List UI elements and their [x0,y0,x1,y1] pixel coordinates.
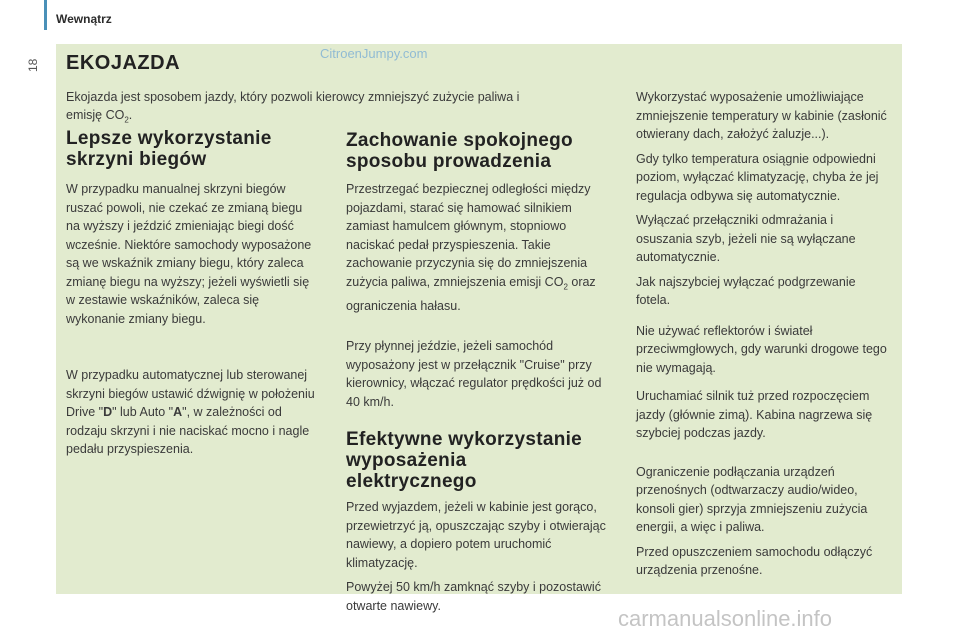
paragraph-defrost: Wyłączać przełączniki odmrażania i osuszania szyb, jeżeli nie są wyłączane automatycznie. [636,213,856,264]
paragraph-cruise: Przy płynnej jeździe, jeżeli samochód wyposażony jest w przełącznik "Cruise" przy kierownicy, włączać regulator prędkości już od 40 km/h. [346,339,602,409]
heading-electrical-equipment [346,429,618,492]
intro-line1: Ekojazda jest sposobem jazdy, który pozwoli kierowcy zmniejszyć zużycie paliwa i [66,90,520,104]
page-title: EKOJAZDA [66,52,181,74]
intro-text [66,88,626,130]
paragraph-disconnect-devices: Przed opuszczeniem samochodu odłączyć urządzenia przenośne. [636,544,873,577]
intro-line2: emisję CO [66,108,125,122]
paragraph-lights: Nie używać reflektorów i świateł przeciwmgłowych, gdy warunki drogowe tego nie wymagają. [636,323,887,375]
drive-letter: D [103,405,113,419]
paragraph-ventilate: Przed wyjazdem, jeżeli w kabinie jest gorąco, przewietrzyć ją, opuszczając szyby i otwierając nawiewy, a dopiero potem uruchomić klimatyzację. [346,500,606,570]
heading-electric-line3: elektrycznego [346,471,477,492]
paragraph-engine-start: Uruchamiać silnik tuż przed rozpoczęciem jazdy (głównie zimą). Kabina nagrzewa się szybciej podczas jazdy. [636,389,873,440]
section-marker-bar [44,0,47,30]
heading-electric-line1: Efektywne wykorzystanie [346,429,583,450]
paragraph-manual-gearbox: W przypadku manualnej skrzyni biegów ruszać powoli, nie czekać ze zmianą biegu na wyższy i jeździć zmieniając biegi dość wcześnie. Niektóre samochody wyposażone są we wskaźnik zmiany biegu, który zaleca zmianę biegu na wyższy; jeżeli wyświetli się w zestawie wskaźników, zaleca się wykonanie zmiany biegu. [66,182,312,326]
content-panel [56,44,902,613]
column-gearbox [66,128,318,465]
paragraph-seat-heating: Jak najszybciej wyłączać podgrzewanie fotela. [636,274,856,307]
heading-gearbox-line2: skrzyni biegów [66,149,207,170]
paragraph-safe-distance [346,180,618,315]
paragraph-portable-devices: Ograniczenie podłączania urządzeń przenośnych (odtwarzaczy audio/wideo, konsoli gier) sprzyja zmniejszeniu zużycia energii, a więc i paliwa. [636,464,868,534]
heading-gearbox-line1: Lepsze wykorzystanie [66,128,272,149]
auto-text-1: W przypadku automatycznej lub sterowanej skrzyni biegów ustawić dźwignię w położeniu Drive " [66,368,315,419]
auto-text-2: " lub Auto " [112,405,174,419]
heading-gearbox [66,128,318,170]
safe-distance-end: oraz ograniczenia hałasu. [346,274,596,313]
safe-distance-text: Przestrzegać bezpiecznej odległości między pojazdami, starać się hamować silnikiem zamiast hamulcem głównym, stopniowo naciskać pedał przyspieszenia. Takie zachowanie przyczynia się do zmniejszenia zużycia paliwa, zmniejszenia emisji CO [346,182,591,289]
co2-subscript: 2 [563,282,568,291]
watermark-bottom: carmanualsonline.info [618,606,833,631]
paragraph-ac-off: Gdy tylko temperatura osiągnie odpowiedni poziom, wyłączać klimatyzację, chyba że jej regulacja odbywa się automatycznie. [636,151,879,203]
page-number: 18 [26,58,40,72]
section-label: Wewnątrz [56,12,112,26]
intro-co2-subscript: 2 [124,115,129,125]
paragraph-close-windows: Powyżej 50 km/h zamknąć szyby i pozostawić otwarte nawiewy. [346,580,601,613]
heading-electric-line2: wyposażenia [346,450,467,471]
watermark-top: CitroenJumpy.com [320,46,428,61]
intro-line2-end: . [128,108,133,122]
auto-text-3: ", w zależności od rodzaju skrzyni i nie naciskać mocno i nagle pedału przyspieszenia. [66,405,310,456]
column-driving [346,130,618,621]
column-equipment [636,88,892,586]
paragraph-automatic-gearbox [66,366,318,459]
heading-calm-line1: Zachowanie spokojnego [346,130,573,151]
paragraph-reduce-temperature: Wykorzystać wyposażenie umożliwiające zmniejszenie temperatury w kabinie (zasłonić otwierany dach, założyć żaluzje...). [636,90,887,141]
auto-letter: A [173,405,183,419]
heading-calm-driving [346,130,618,172]
heading-calm-line2: sposobu prowadzenia [346,151,552,172]
